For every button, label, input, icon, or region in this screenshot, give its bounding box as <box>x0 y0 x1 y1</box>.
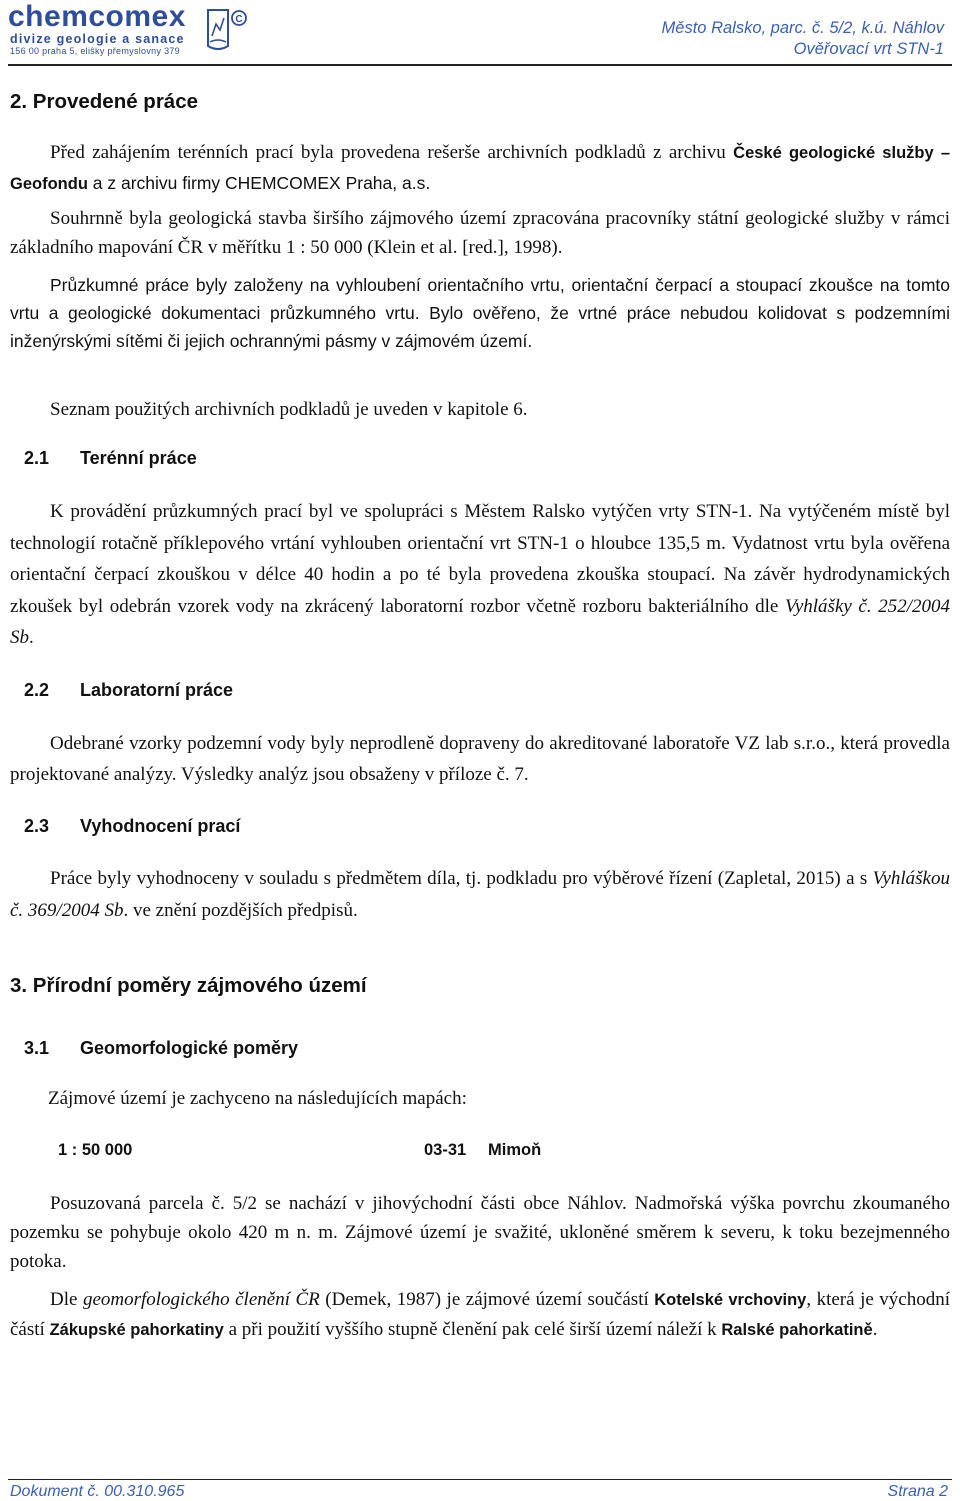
header-site: Město Ralsko, parc. č. 5/2, k.ú. Náhlov <box>661 19 944 37</box>
s23-text: Práce byly vyhodnoceny v souladu s předmětem díla, tj. podkladu pro výběrové řízení (Zapletal, 2015) a s <box>50 868 873 889</box>
section-2-paragraph-2 <box>10 204 950 262</box>
subsection-number: 3.1 <box>24 1038 50 1058</box>
s21-decree: Vyhlášky č. 252/2004 Sb <box>10 595 951 648</box>
s31-p2-kotelske: Kotelské vrchoviny <box>654 1291 807 1309</box>
section-2-paragraph-4 <box>10 395 950 424</box>
section-3-heading: 3. Přírodní poměry zájmového území <box>10 974 367 997</box>
header-divider <box>8 64 952 66</box>
s31-p2-ralske: Ralské pahorkatině <box>721 1321 873 1339</box>
p4-text: Seznam použitých archivních podkladů je uveden v kapitole 6. <box>50 399 528 420</box>
section-2-paragraph-1 <box>10 138 950 199</box>
s31-p2-g: a při použití vyššího stupně členění pak celé širší území náleží k <box>223 1319 722 1340</box>
p1-geofond: České geologické služby – Geofondu <box>10 144 951 193</box>
subsection-title: Vyhodnocení prací <box>80 816 241 836</box>
subsection-2-3-heading <box>24 816 240 837</box>
s21-text: K provádění průzkumných prací byl ve spolupráci s Městem Ralsko vytýčen vrty STN-1. Na vytýčeném místě byl technologií rotačně příklepového vrtání vyhlouben orientační vrt STN-1 o hloubce 135,5 m. Vydatnost vrtu byla ověřena orientační čerpací zkouškou v délce 40 hodin a po té byla provedena zkouška stoupací. Na závěr hydrodynamických zkoušek byl odebrán vzorek vody na zkrácený laboratorní rozbor včetně rozboru bakteriálního dle <box>10 501 950 617</box>
s23-decree: Vyhláškou č. 369/2004 Sb <box>10 868 950 921</box>
s22-text: Odebrané vzorky podzemní vody byly neprodleně dopraveny do akreditované laboratoře VZ lab s.r.o., která provedla projektované analýzy. Výsledky analýz jsou obsaženy v příloze č. 7. <box>10 733 950 785</box>
p1-chemcomex: a z archivu firmy CHEMCOMEX Praha, a.s. <box>87 173 431 193</box>
header-doc-title: Ověřovací vrt STN-1 <box>793 40 944 58</box>
map-intro: Zájmové území je zachyceno na následujících mapách: <box>48 1088 467 1109</box>
subsection-title: Geomorfologické poměry <box>80 1038 299 1058</box>
subsection-number: 2.2 <box>24 680 50 700</box>
p2-text: Souhrnně byla geologická stavba širšího zájmového území zpracována pracovníky státní geologické služby v rámci základního mapování ČR v měřítku 1 : 50 000 (Klein et al. [red.], 1998). <box>10 208 950 258</box>
section-3-1-paragraph-1 <box>10 1189 950 1276</box>
map-scale: 1 : 50 000 <box>58 1141 133 1159</box>
s31-p2-a: Dle <box>50 1289 83 1310</box>
p1-text: Před zahájením terénních prací byla provedena rešerše archivních podkladů z archivu <box>50 142 734 163</box>
logo-name: chemcomex <box>8 0 186 33</box>
subsection-number: 2.1 <box>24 448 50 468</box>
map-sheet-row <box>58 1141 541 1160</box>
subsection-3-1-heading <box>24 1038 298 1059</box>
map-sheet-number: 03-31 <box>424 1141 467 1159</box>
subsection-number: 2.3 <box>24 816 50 836</box>
svg-text:C: C <box>235 14 243 25</box>
s31-p2-end: . <box>872 1319 878 1340</box>
subsection-title: Laboratorní práce <box>80 680 234 700</box>
section-2-heading: 2. Provedené práce <box>10 90 199 113</box>
logo-address: 156 00 praha 5, eliŝky přemyslovny 379 <box>10 46 180 56</box>
s31-p2-e: , která je východní částí <box>10 1289 950 1340</box>
footer-doc-number: Dokument č. 00.310.965 <box>10 1483 185 1500</box>
s31-p2-zakupske: Zákupské pahorkatiny <box>49 1321 224 1339</box>
subsection-title: Terénní práce <box>80 448 197 468</box>
section-3-1-paragraph-2 <box>10 1285 950 1345</box>
header-info <box>662 18 944 60</box>
subsection-2-1-heading <box>24 448 197 469</box>
map-sheet-name: Mimoň <box>488 1141 542 1159</box>
section-2-paragraph-3 <box>10 271 950 355</box>
s31-p1-text: Posuzovaná parcela č. 5/2 se nachází v jihovýchodní části obce Náhlov. Nadmořská výška povrchu zkoumaného pozemku se pohybuje okolo 420 m n. m. Zájmové území je svažité, ukloněné směrem k severu, k toku bezejmenného potoka. <box>10 1193 950 1272</box>
subsection-2-3-text <box>10 863 950 927</box>
s31-p2-c: (Demek, 1987) je zájmové území součástí <box>319 1289 655 1310</box>
subsection-2-1-text <box>10 496 950 654</box>
footer-divider <box>8 1479 952 1480</box>
logo-division: divize geologie a sanace <box>10 32 185 46</box>
company-logo <box>8 2 248 60</box>
footer-page-number: Strana 2 <box>887 1483 948 1500</box>
s23-end: . ve znění pozdějších předpisů. <box>123 900 358 921</box>
subsection-2-2-text <box>10 728 950 790</box>
s31-p2-reference: geomorfologického členění ČR <box>82 1289 320 1310</box>
logo-emblem-icon <box>204 6 248 54</box>
subsection-2-2-heading <box>24 680 233 701</box>
s21-end: . <box>29 627 34 648</box>
p3-text: Průzkumné práce byly založeny na vyhloubení orientačního vrtu, orientační čerpací a stoupací zkoušce na tomto vrtu a geologické dokumentaci průzkumného vrtu. Bylo ověřeno, že vrtné práce nebudou kolidovat s podzemními inženýrskými sítěmi či jejich ochrannými pásmy v zájmovém území. <box>10 275 950 351</box>
